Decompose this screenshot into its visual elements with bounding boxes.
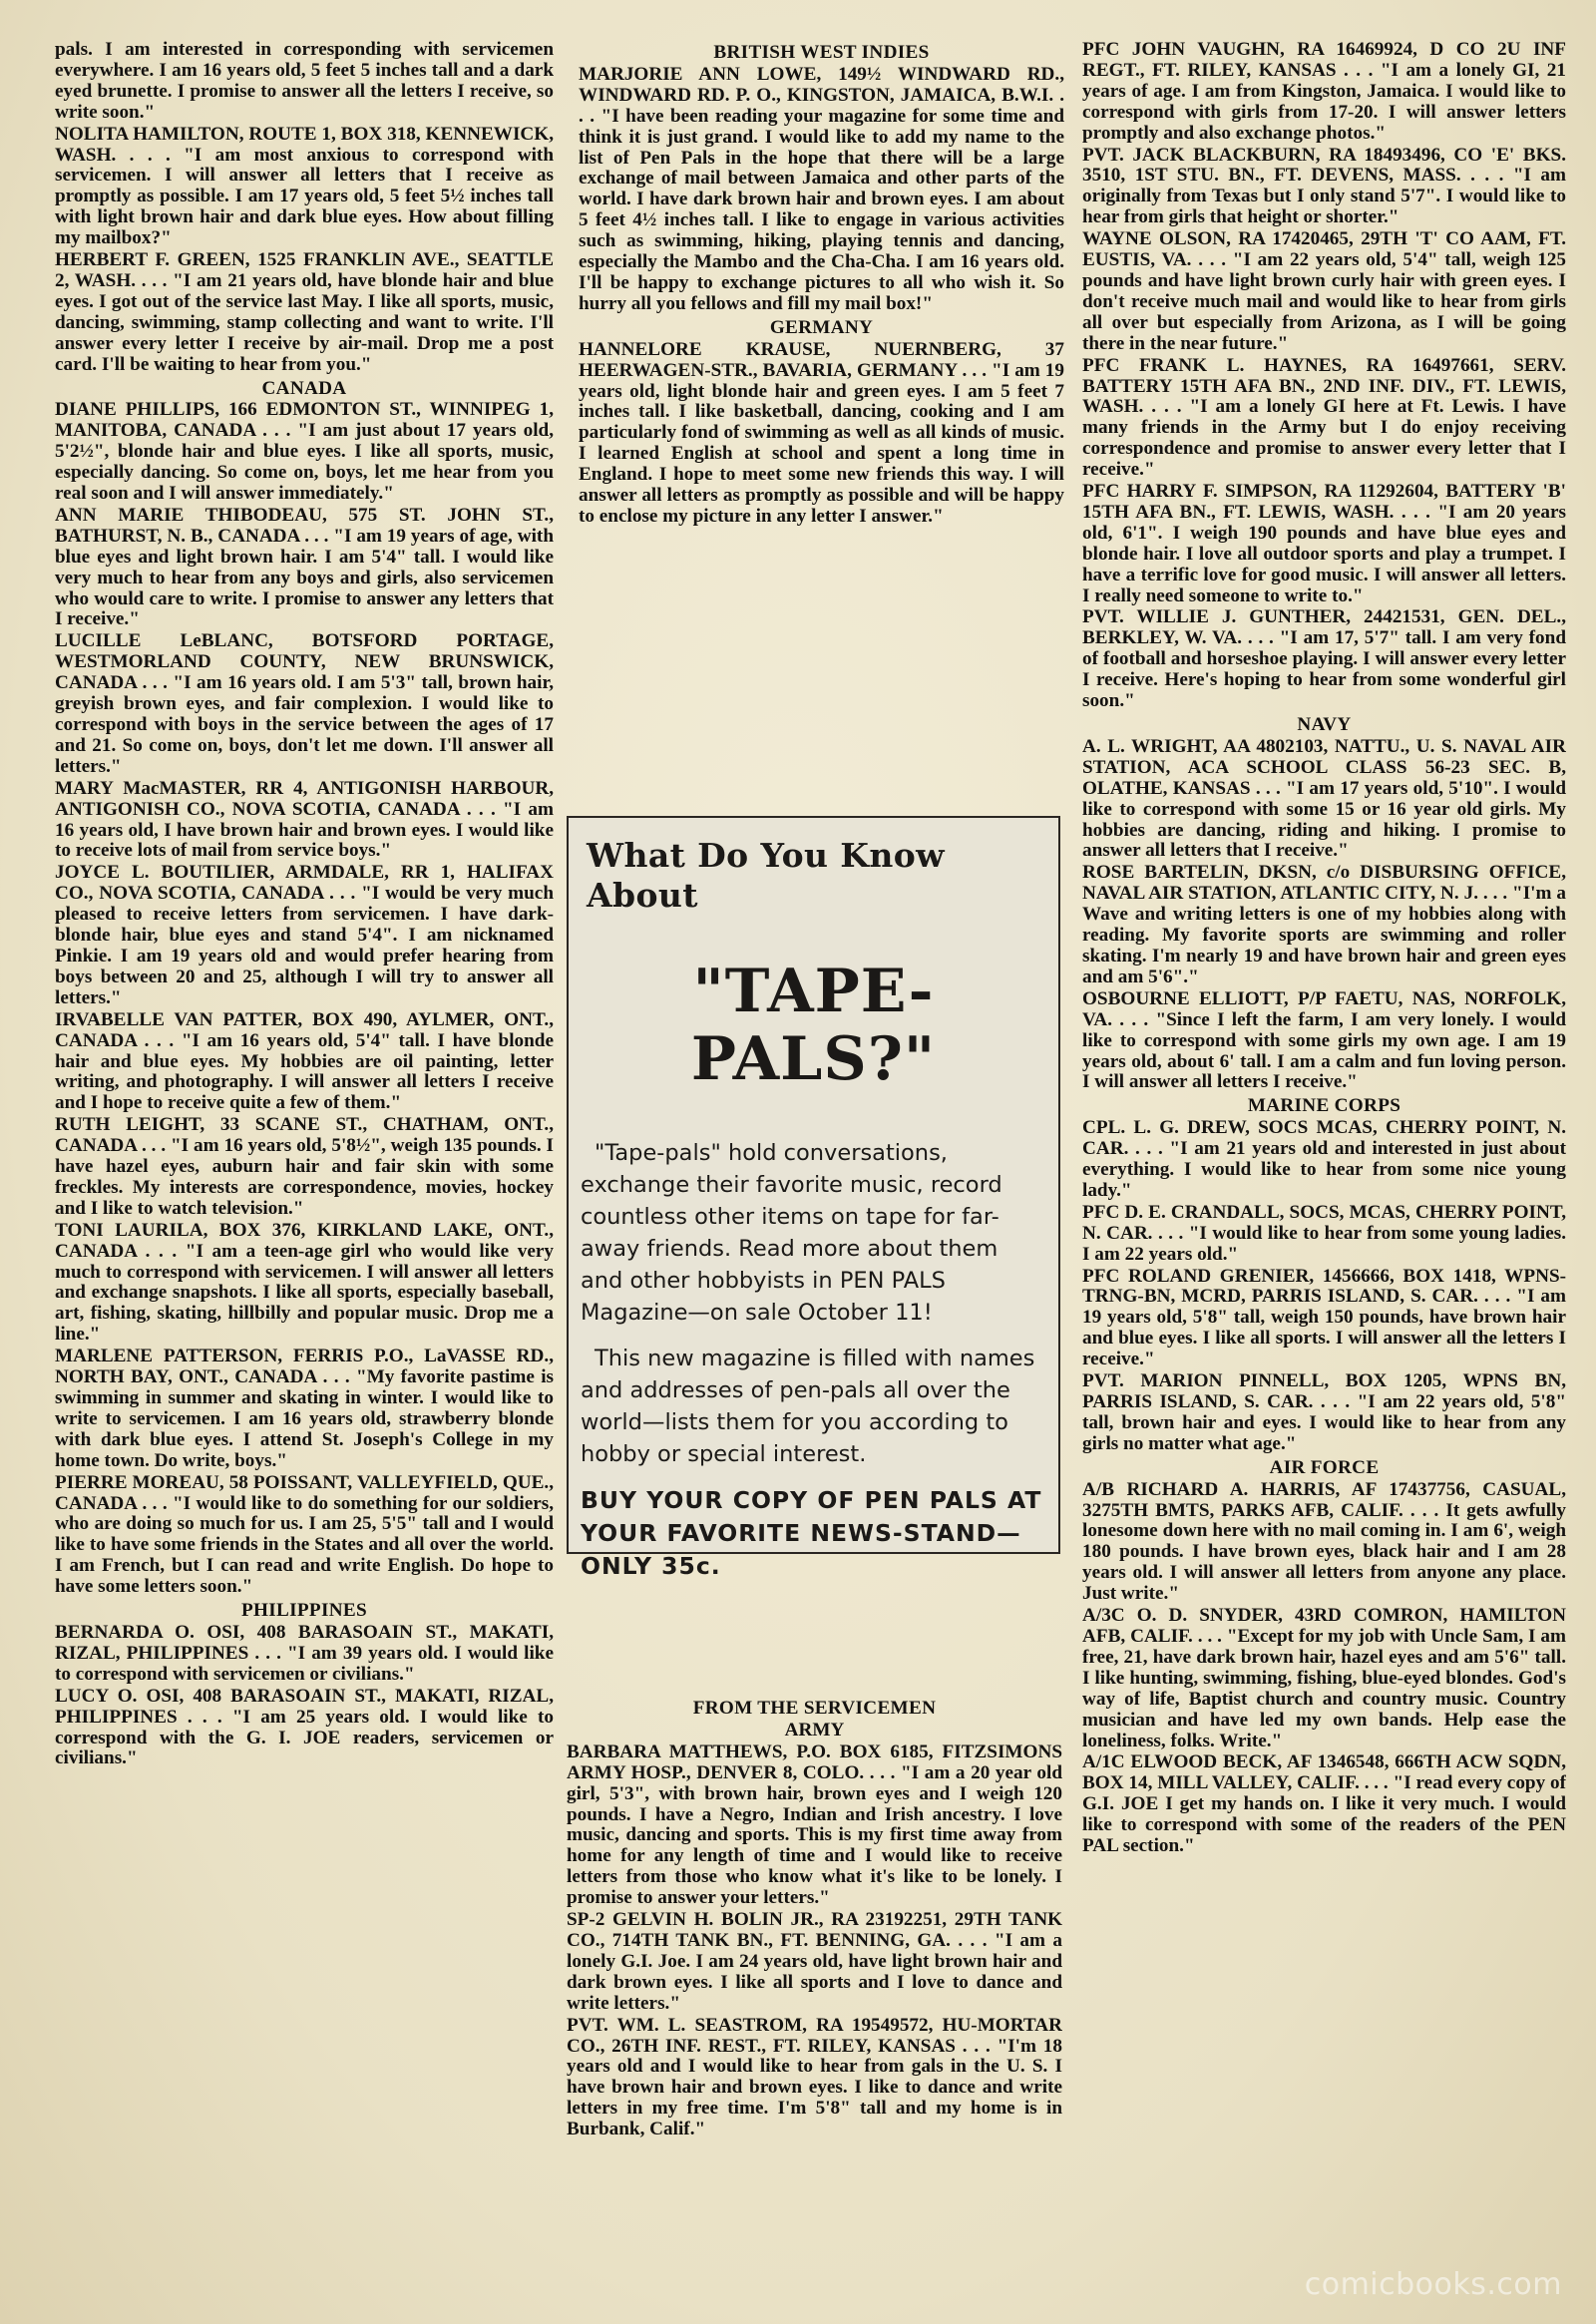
pen-pal-entry: BARBARA MATTHEWS, P.O. BOX 6185, FITZSIMONS ARMY HOSP., DENVER 8, COLO. . . . "I am a 20 year old girl, 5'3", with brown hair, brown eyes and I weigh 120 pounds. I have a Negro, Indian and Irish ancestry. I love music, dancing and sports. This is my first time away from home for any length of time and I would like to receive letters from those who know what it's like to be lonely. I promise to answer your letters.": [567, 1741, 1062, 1909]
pen-pal-entry: ANN MARIE THIBODEAU, 575 ST. JOHN ST., BATHURST, N. B., CANADA . . . "I am 19 years of age, with blue eyes and light brown hair. I am 5'4" tall. I would like very much to hear from any boys and girls, also servicemen who would care to write. I promise to answer any letters that I receive.": [55, 504, 554, 630]
section-heading-british-west-indies: BRITISH WEST INDIES: [713, 42, 930, 63]
pen-pal-entry: A. L. WRIGHT, AA 4802103, NATTU., U. S. NAVAL AIR STATION, ACA SCHOOL CLASS 56-23 SEC. B, OLATHE, KANSAS . . . "I am 17 years old, 5'10". I would like to correspond with some 15 or 16 year old girls. My hobbies are dancing, riding and hiking. I promise to answer all letters that I receive.": [1082, 735, 1566, 862]
pen-pal-entry: SP-2 GELVIN H. BOLIN JR., RA 23192251, 29TH TANK CO., 714TH TANK BN., FT. BENNING, GA. . . . "I am a lonely G.I. Joe. I am 24 years old, have light brown hair and dark brown eyes. I like all sports and I love to dance and write letters.": [567, 1909, 1062, 2014]
pen-pal-entry: CPL. L. G. DREW, SOCS MCAS, CHERRY POINT, N. CAR. . . . "I am 21 years old and interested in just about everything. I would like to hear from some nice young lady.": [1082, 1117, 1566, 1201]
section-heading-philippines: PHILIPPINES: [241, 1600, 367, 1622]
tape-pals-advertisement: [567, 816, 1060, 1580]
pen-pal-entry: TONI LAURILA, BOX 376, KIRKLAND LAKE, ONT., CANADA . . . "I am a teen-age girl who would like very much to correspond with servicemen. I will answer all letters and exchange snapshots. I like all sports, especially baseball, art, fishing, skating, hillbilly and popular music. Drop me a line.": [55, 1219, 554, 1346]
ad-call-to-action: BUY YOUR COPY OF PEN PALS AT YOUR FAVORITE NEWS-STAND—ONLY 35c.: [581, 1486, 1042, 1580]
pen-pal-entry: DIANE PHILLIPS, 166 EDMONTON ST., WINNIPEG 1, MANITOBA, CANADA . . . "I am just about 17 years old, 5'2½", blonde hair and blue eyes. I like all sports, music, especially dancing. So come on, boys, let me hear from you real soon and I will answer immediately.": [55, 399, 554, 505]
pen-pal-entry: pals. I am interested in corresponding with servicemen everywhere. I am 16 years old, 5 feet 5 inches tall and a dark eyed brunette. I promise to answer all the letters I receive, so write soon.": [55, 40, 554, 123]
section-heading-navy: NAVY: [1297, 714, 1352, 735]
ad-paragraph: This new magazine is filled with names and addresses of pen-pals all over the world—lists them for you according to hobby or special interest.: [581, 1346, 1035, 1467]
pen-pal-entry: PVT. WILLIE J. GUNTHER, 24421531, GEN. DEL., BERKLEY, W. VA. . . . "I am 17, 5'7" tall. I am very fond of football and horseshoe playing. I will answer every letter I receive. Here's hoping to hear from some wonderful girl soon.": [1082, 606, 1566, 712]
site-watermark: comicbooks.com: [1304, 2267, 1562, 2302]
ad-heading: What Do You Know About: [587, 836, 945, 915]
pen-pal-entry: OSBOURNE ELLIOTT, P/P FAETU, NAS, NORFOLK, VA. . . . "Since I left the farm, I am very lonely. I would like to correspond with some girls my own age. I am 19 years old, about 6' tall. I am a calm and fun loving person. I will answer all letters I receive.": [1082, 987, 1566, 1093]
pen-pal-entry: MARJORIE ANN LOWE, 149½ WINDWARD RD., WINDWARD RD. P. O., KINGSTON, JAMAICA, B.W.I. . . . "I have been reading your magazine for some time and think it is just grand. I would like to add my name to the list of Pen Pals in the hope that there will be a large exchange of mail between Jamaica and other parts of the world. I have dark brown hair and brown eyes. I am about 5 feet 4½ inches tall. I like to engage in various activities such as swimming, hiking, playing tennis and dancing, especially the Mambo and the Cha-Cha. I am 16 years old. I'll be happy to exchange pictures to all who wish it. So hurry all you fellows and fill my mail box!": [579, 63, 1064, 314]
pen-pal-entry: MARLENE PATTERSON, FERRIS P.O., LaVASSE RD., NORTH BAY, ONT., CANADA . . . "My favorite pastime is swimming in summer and skating in winter. I would like to write to servicemen. I am 16 years old, strawberry blonde with dark blue eyes. I attend St. Joseph's College in my home town. Do write, boys.": [55, 1346, 554, 1471]
pen-pal-entry: ROSE BARTELIN, DKSN, c/o DISBURSING OFFICE, NAVAL AIR STATION, ATLANTIC CITY, N. J. . . . "I'm a Wave and writing letters is one of my hobbies along with reading. My favorite sports are swimming and roller skating. I'm nearly 19 and have brown hair and green eyes and am 5'6".": [1082, 862, 1566, 987]
column-4: [1082, 40, 1566, 2264]
pen-pal-entry: JOYCE L. BOUTILIER, ARMDALE, RR 1, HALIFAX CO., NOVA SCOTIA, CANADA . . . "I would be very much pleased to receive letters from servicemen. I have dark-blonde hair, blue eyes and stand 5'4". I am nicknamed Pinkie. I am 19 years old and would prefer hearing from boys between 20 and 25, although I will try to answer all letters.": [55, 862, 554, 1008]
pen-pal-entry: NOLITA HAMILTON, ROUTE 1, BOX 318, KENNEWICK, WASH. . . . "I am most anxious to correspond with servicemen. I will answer all letters that I receive as promptly as possible. I am 17 years old, 5 feet 5½ inches tall with light brown hair and dark blue eyes. How about filling my mailbox?": [55, 123, 554, 249]
column-2: [579, 40, 1064, 688]
section-subheading-army: ARMY: [784, 1719, 845, 1741]
pen-pal-entry: PVT. MARION PINNELL, BOX 1205, WPNS BN, PARRIS ISLAND, S. CAR. . . . "I am 22 years old, 5'8" tall, brown hair and eyes. I would like to hear from any girls no matter what age.": [1082, 1370, 1566, 1454]
column-3: [567, 1696, 1062, 2264]
pen-pal-entry: PFC FRANK L. HAYNES, RA 16497661, SERV. BATTERY 15TH AFA BN., 2ND INF. DIV., FT. LEWIS, WASH. . . . "I am a lonely GI here at Ft. Lewis. I have many friends in the Army but I do enjoy receiving correspondence and promise to answer every letter that I receive.": [1082, 354, 1566, 481]
pen-pal-entry: IRVABELLE VAN PATTER, BOX 490, AYLMER, ONT., CANADA . . . "I am 16 years old, 5'4" tall. I have blonde hair and blue eyes. My hobbies are oil painting, letter writing, and photography. I will answer all letters I receive and I hope to receive quite a few of them.": [55, 1008, 554, 1114]
pen-pal-entry: A/3C O. D. SNYDER, 43RD COMRON, HAMILTON AFB, CALIF. . . . "Except for my job with Uncle Sam, I am free, 21, have dark brown hair, hazel eyes and am 5'6" tall. I like hunting, swimming, fishing, blue-eyed blondes. God's way of life, Baptist church and country music. Country musician and have led my own bands. Help ease the loneliness, folks. Write.": [1082, 1605, 1566, 1751]
pen-pal-entry: MARY MacMASTER, RR 4, ANTIGONISH HARBOUR, ANTIGONISH CO., NOVA SCOTIA, CANADA . . . "I am 16 years old, I have brown hair and brown eyes. I would like to receive lots of mail from service boys.": [55, 777, 554, 862]
section-heading-air-force: AIR FORCE: [1269, 1456, 1380, 1478]
section-heading-germany: GERMANY: [769, 316, 874, 338]
pen-pal-entry: HERBERT F. GREEN, 1525 FRANKLIN AVE., SEATTLE 2, WASH. . . . "I am 21 years old, have blonde hair and blue eyes. I got out of the service last May. I like all sports, music, dancing, swimming, stamp collecting and want to write. I'll answer every letter I receive by air-mail. Drop me a post card. I'll be waiting to hear from you.": [55, 249, 554, 375]
ad-paragraph: "Tape-pals" hold conversations, exchange their favorite music, record countless other items on tape for far-away friends. Read more about them and other hobbyists in PEN PALS Magazine—on sale October 11!: [581, 1140, 1002, 1326]
section-heading-marine-corps: MARINE CORPS: [1247, 1095, 1401, 1117]
pen-pal-entry: PVT. WM. L. SEASTROM, RA 19549572, HU-MORTAR CO., 26TH INF. REST., FT. RILEY, KANSAS . . . "I'm 18 years old and I would like to hear from gals in the U. S. I have brown hair and brown eyes. I like to dance and write letters in my free time. I'm 5'8" tall and my home is in Burbank, Calif.": [567, 2014, 1062, 2140]
pen-pal-entry: PFC JOHN VAUGHN, RA 16469924, D CO 2U INF REGT., FT. RILEY, KANSAS . . . "I am a lonely GI, 21 years of age. I am from Kingston, Jamaica. I would like to correspond with girls from 17-20. I will answer letters promptly and also exchange photos.": [1082, 40, 1566, 144]
pen-pal-entry: WAYNE OLSON, RA 17420465, 29TH 'T' CO AAM, FT. EUSTIS, VA. . . . "I am 22 years old, 5'4" tall, weigh 125 pounds and have light brown curly hair with green eyes. I don't receive much mail and would like to hear from girls all over but especially from Arizona, as I will be going there in the near future.": [1082, 228, 1566, 354]
pen-pal-entry: LUCY O. OSI, 408 BARASOAIN ST., MAKATI, RIZAL, PHILIPPINES . . . "I am 25 years old. I would like to correspond with the G. I. JOE readers, servicemen or civilians.": [55, 1685, 554, 1769]
pen-pal-entry: PVT. JACK BLACKBURN, RA 18493496, CO 'E' BKS. 3510, 1ST STU. BN., FT. DEVENS, MASS. . . . "I am originally from Texas but I only stand 5'7". I would like to hear from girls that height or shorter.": [1082, 144, 1566, 228]
pen-pal-entry: HANNELORE KRAUSE, NUERNBERG, 37 HEERWAGEN-STR., BAVARIA, GERMANY . . . "I am 19 years old, light blonde hair and green eyes. I am 5 feet 7 inches tall. I like basketball, dancing, cooking and I am particularly fond of swimming as well as all kinds of music. I learned English at school and spent a long time in England. I hope to meet some new friends this way. I will answer all letters as promptly as possible and will be happy to enclose my picture in any letter I answer.": [579, 338, 1064, 527]
pen-pal-entry: A/B RICHARD A. HARRIS, AF 17437756, CASUAL, 3275TH BMTS, PARKS AFB, CALIF. . . . It gets awfully lonesome down here with no mail coming in. I am 6', weigh 180 pounds. I have brown eyes, black hair and I am 28 years old. I will answer all letters from anyone any place. Just write.": [1082, 1478, 1566, 1605]
section-heading-canada: CANADA: [261, 377, 347, 399]
pen-pal-entry: PFC ROLAND GRENIER, 1456666, BOX 1418, WPNS-TRNG-BN, MCRD, PARRIS ISLAND, S. CAR. . . . "I am 19 years old, 5'8" tall, weigh 150 pounds, have brown hair and blue eyes. I like all sports. I will answer all the letters I receive.": [1082, 1265, 1566, 1370]
pen-pal-entry: PFC D. E. CRANDALL, SOCS, MCAS, CHERRY POINT, N. CAR. . . . "I would like to hear from some young ladies. I am 22 years old.": [1082, 1201, 1566, 1265]
ad-title: "TAPE-PALS?": [690, 957, 937, 1094]
pen-pal-entry: A/1C ELWOOD BECK, AF 1346548, 666TH ACW SQDN, BOX 14, MILL VALLEY, CALIF. . . . "I read every copy of G.I. JOE I get my hands on. I like it very much. I would like to correspond with some of the readers of the PEN PAL section.": [1082, 1751, 1566, 1857]
section-heading-servicemen: FROM THE SERVICEMEN: [692, 1698, 937, 1719]
pen-pal-entry: BERNARDA O. OSI, 408 BARASOAIN ST., MAKATI, RIZAL, PHILIPPINES . . . "I am 39 years old. I would like to correspond with servicemen or civilians.": [55, 1621, 554, 1685]
column-1: [55, 40, 554, 2264]
pen-pal-entry: LUCILLE LeBLANC, BOTSFORD PORTAGE, WESTMORLAND COUNTY, NEW BRUNSWICK, CANADA . . . "I am 16 years old. I am 5'3" tall, brown hair, greyish brown eyes, and fair complexion. I would like to correspond with boys in the service between the ages of 17 and 21. So come on, boys, don't let me down. I'll answer all letters.": [55, 630, 554, 777]
pen-pal-entry: PIERRE MOREAU, 58 POISSANT, VALLEYFIELD, QUE., CANADA . . . "I would like to do something for our soldiers, who are doing so much for us. I am 25, 5'5" tall and I would like to have some friends in the States and all over the world. I am French, but I can read and write English. Do hope to have some letters soon.": [55, 1471, 554, 1598]
pen-pal-entry: PFC HARRY F. SIMPSON, RA 11292604, BATTERY 'B' 15TH AFA BN., FT. LEWIS, WASH. . . . "I am 20 years old, 6'1". I weigh 190 pounds and have blue eyes and blonde hair. I love all outdoor sports and play a trumpet. I have a terrific love for good music. I will answer all letters. I really need someone to write to.": [1082, 481, 1566, 606]
pen-pal-entry: RUTH LEIGHT, 33 SCANE ST., CHATHAM, ONT., CANADA . . . "I am 16 years old, 5'8½", weigh 135 pounds. I have hazel eyes, auburn hair and fair skin with some freckles. My interests are correspondence, movies, hockey and I like to watch television.": [55, 1114, 554, 1219]
